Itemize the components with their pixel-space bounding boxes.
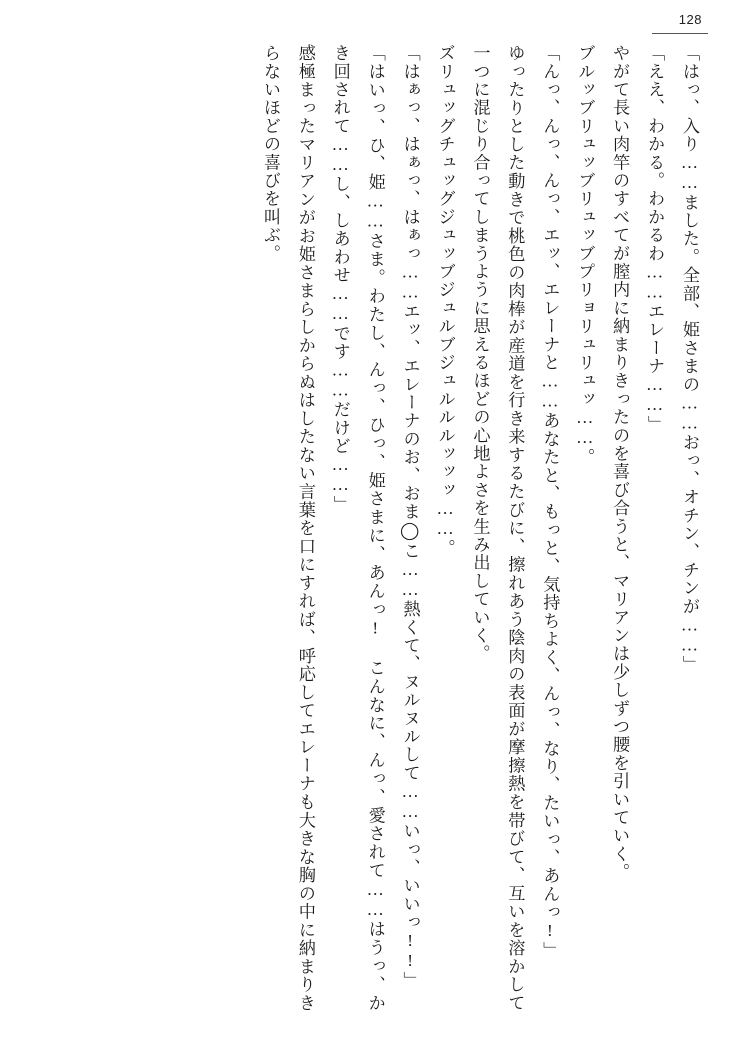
paragraph: 「はぁっ、はぁっ、はぁっ……エッ、エレーナのお、おま◯こ……熱くて、ヌルヌルして……いっ、いいっ!!」 [400,44,420,990]
header-rule [652,33,708,34]
page-number: 128 [678,12,702,27]
paragraph: ズリュッグチュッグジュッブジュルブジュルルルッッッ……。 [435,44,455,558]
paragraph: ゆったりとした動きで桃色の肉棒が産道を行き来するたびに、擦れあう陰肉の表面が摩擦熱を帯びて、互いを溶かして一つに混じり合ってしまうように思えるほどの心地よさを生み出していく。 [470,44,525,1012]
paragraph: やがて長い肉竿のすべてが膣内に納まりきったのを喜び合うと、マリアンは少しずつ腰を引いていく。 [610,44,630,882]
paragraph: 感極まったマリアンがお姫さまらしからぬはしたない言葉を口にすれば、呼応してエレーナも大きな胸の中に納まりきらないほどの喜びを叫ぶ。 [260,44,315,1012]
paragraph: 「ええ、わかる。わかるわ……エレーナ……」 [645,44,665,434]
body-text [34,44,706,1012]
paragraph: ブルッブリュッブリュッブプリョリュリュッ……。 [575,44,595,467]
paragraph: 「はいっ、ひ、姫……さま。わたし、んっ、ひっ、姫さまに、あんっ! こんなに、んっ、愛されて……はうっ、かき回されて……し、しあわせ……です……だけど……」 [330,44,385,1012]
paragraph: 「はっ、入り……ました。全部、姫さまの……おっ、オチン、チンが……」 [680,44,699,674]
paragraph: 「んっ、んっ、んっ、エッ、エレーナと……あなたと、もっと、気持ちよく、んっ、なり、たいっ、あんっ!」 [540,44,560,960]
